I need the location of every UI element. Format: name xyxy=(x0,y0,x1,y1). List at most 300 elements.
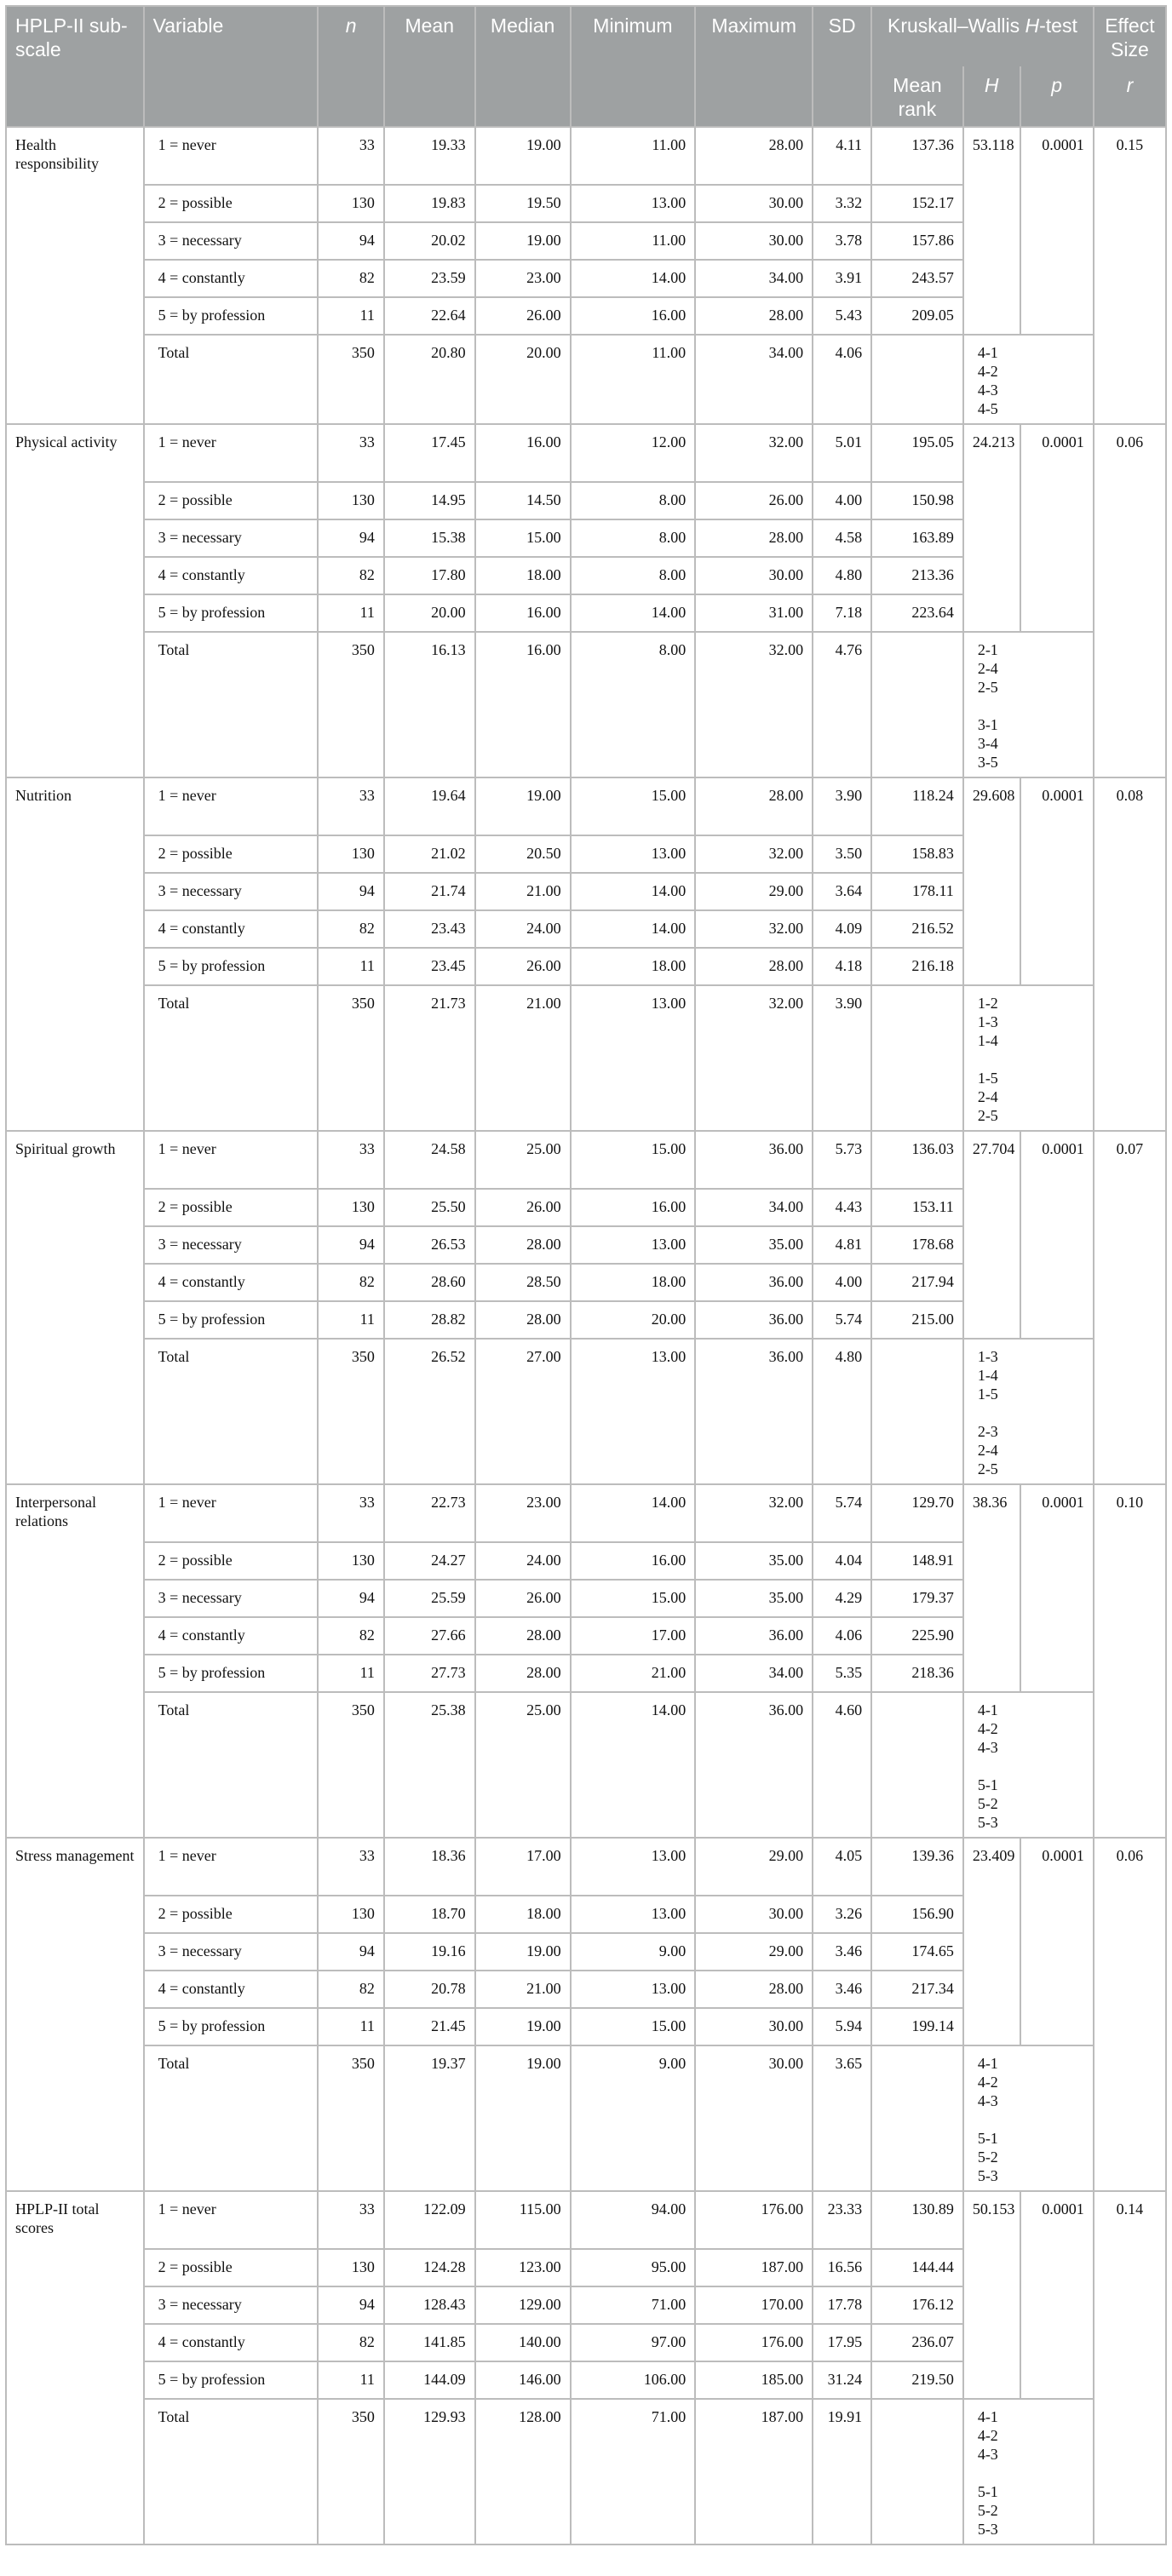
median-value: 16.00 xyxy=(475,632,571,777)
variable-label: 3 = necessary xyxy=(144,873,319,910)
minimum-value: 13.00 xyxy=(571,1226,696,1264)
sd-value: 4.05 xyxy=(813,1838,871,1896)
pair-item: 1-3 xyxy=(977,1348,998,1365)
variable-label: 1 = never xyxy=(144,2191,319,2249)
median-value: 123.00 xyxy=(475,2249,571,2286)
table-row xyxy=(6,424,1166,482)
minimum-value: 21.00 xyxy=(571,1655,696,1692)
minimum-value: 12.00 xyxy=(571,424,696,482)
minimum-value: 14.00 xyxy=(571,260,696,297)
total-row xyxy=(6,2399,1166,2544)
mean-rank-value: 158.83 xyxy=(871,835,963,873)
pair-item: 4-1 xyxy=(977,2055,998,2072)
mean-rank-value: 148.91 xyxy=(871,1542,963,1580)
maximum-value: 36.00 xyxy=(695,1131,813,1189)
mean-value: 21.02 xyxy=(384,835,475,873)
maximum-value: 30.00 xyxy=(695,185,813,222)
sd-value: 5.73 xyxy=(813,1131,871,1189)
n-value: 94 xyxy=(318,519,384,557)
minimum-value: 15.00 xyxy=(571,1131,696,1189)
p-value: 0.0001 xyxy=(1020,1838,1094,2045)
sd-value: 17.78 xyxy=(813,2286,871,2324)
variable-label: 3 = necessary xyxy=(144,519,319,557)
sd-value: 4.81 xyxy=(813,1226,871,1264)
n-value: 130 xyxy=(318,1542,384,1580)
pair-item: 4-2 xyxy=(977,2074,998,2091)
n-value: 350 xyxy=(318,632,384,777)
mean-value: 22.73 xyxy=(384,1484,475,1542)
maximum-value: 32.00 xyxy=(695,424,813,482)
maximum-value: 28.00 xyxy=(695,1971,813,2008)
median-value: 15.00 xyxy=(475,519,571,557)
median-value: 26.00 xyxy=(475,948,571,985)
mean-rank-value: 118.24 xyxy=(871,777,963,835)
mean-rank-empty xyxy=(871,985,963,1131)
total-row xyxy=(6,335,1166,424)
maximum-value: 29.00 xyxy=(695,1838,813,1896)
median-value: 19.00 xyxy=(475,2008,571,2045)
pair-item: 4-3 xyxy=(977,2446,998,2463)
maximum-value: 36.00 xyxy=(695,1692,813,1838)
table-row xyxy=(6,2191,1166,2249)
table-row xyxy=(6,1838,1166,1896)
n-value: 11 xyxy=(318,2361,384,2399)
minimum-value: 15.00 xyxy=(571,777,696,835)
pair-item: 5-1 xyxy=(977,1776,998,1793)
p-value: 0.0001 xyxy=(1020,777,1094,985)
mean-value: 17.80 xyxy=(384,557,475,594)
median-value: 25.00 xyxy=(475,1131,571,1189)
minimum-value: 94.00 xyxy=(571,2191,696,2249)
variable-label: 2 = possible xyxy=(144,185,319,222)
sd-value: 7.18 xyxy=(813,594,871,632)
mean-rank-empty xyxy=(871,2045,963,2191)
maximum-value: 30.00 xyxy=(695,2045,813,2191)
variable-label: 2 = possible xyxy=(144,835,319,873)
maximum-value: 187.00 xyxy=(695,2249,813,2286)
pair-item: 2-3 xyxy=(977,1423,998,1440)
mean-rank-value: 219.50 xyxy=(871,2361,963,2399)
mean-value: 24.27 xyxy=(384,1542,475,1580)
pair-item: 2-5 xyxy=(977,1460,998,1477)
minimum-value: 16.00 xyxy=(571,297,696,335)
header-h: H xyxy=(963,66,1020,127)
variable-label: 4 = constantly xyxy=(144,1264,319,1301)
mean-value: 128.43 xyxy=(384,2286,475,2324)
sd-value: 4.09 xyxy=(813,910,871,948)
effect-size-r: 0.06 xyxy=(1094,424,1166,777)
median-value: 26.00 xyxy=(475,1580,571,1617)
mean-rank-value: 225.90 xyxy=(871,1617,963,1655)
mean-rank-value: 217.94 xyxy=(871,1264,963,1301)
mean-value: 141.85 xyxy=(384,2324,475,2361)
pair-item: 4-2 xyxy=(977,1720,998,1737)
sd-value: 4.43 xyxy=(813,1189,871,1226)
median-value: 24.00 xyxy=(475,1542,571,1580)
mean-rank-value: 152.17 xyxy=(871,185,963,222)
variable-label: 3 = necessary xyxy=(144,1226,319,1264)
table-body xyxy=(6,127,1166,2544)
header-maximum: Maximum xyxy=(695,6,813,127)
maximum-value: 34.00 xyxy=(695,260,813,297)
header-r: r xyxy=(1094,66,1166,127)
median-value: 26.00 xyxy=(475,1189,571,1226)
n-value: 130 xyxy=(318,835,384,873)
header-median: Median xyxy=(475,6,571,127)
pair-item: 4-5 xyxy=(977,400,998,417)
mean-rank-value: 209.05 xyxy=(871,297,963,335)
subscale-name: Stress management xyxy=(6,1838,144,2191)
n-value: 11 xyxy=(318,948,384,985)
pair-item: 4-2 xyxy=(977,2427,998,2444)
maximum-value: 35.00 xyxy=(695,1542,813,1580)
mean-value: 19.83 xyxy=(384,185,475,222)
maximum-value: 28.00 xyxy=(695,297,813,335)
table-row xyxy=(6,127,1166,185)
n-value: 350 xyxy=(318,1339,384,1484)
variable-label: 5 = by profession xyxy=(144,1301,319,1339)
variable-label: 5 = by profession xyxy=(144,297,319,335)
mean-rank-empty xyxy=(871,1339,963,1484)
pair-item: 1-2 xyxy=(977,995,998,1012)
sd-value: 4.00 xyxy=(813,482,871,519)
header-kw-rest: -test xyxy=(1039,14,1077,37)
maximum-value: 29.00 xyxy=(695,1933,813,1971)
n-value: 94 xyxy=(318,1226,384,1264)
minimum-value: 13.00 xyxy=(571,1896,696,1933)
total-label: Total xyxy=(144,632,319,777)
variable-label: 1 = never xyxy=(144,1484,319,1542)
median-value: 115.00 xyxy=(475,2191,571,2249)
pair-item: 1-3 xyxy=(977,1013,998,1030)
n-value: 130 xyxy=(318,185,384,222)
mean-value: 25.50 xyxy=(384,1189,475,1226)
header-sd: SD xyxy=(813,6,871,127)
sd-value: 23.33 xyxy=(813,2191,871,2249)
mean-rank-value: 195.05 xyxy=(871,424,963,482)
mean-value: 23.45 xyxy=(384,948,475,985)
mean-value: 144.09 xyxy=(384,2361,475,2399)
minimum-value: 11.00 xyxy=(571,127,696,185)
sd-value: 17.95 xyxy=(813,2324,871,2361)
mean-value: 15.38 xyxy=(384,519,475,557)
pair-item: 2-1 xyxy=(977,641,998,658)
maximum-value: 36.00 xyxy=(695,1301,813,1339)
pair-item: 2-4 xyxy=(977,1088,998,1105)
h-statistic: 50.153 xyxy=(963,2191,1020,2399)
sd-value: 3.90 xyxy=(813,985,871,1131)
median-value: 128.00 xyxy=(475,2399,571,2544)
mean-value: 19.33 xyxy=(384,127,475,185)
maximum-value: 32.00 xyxy=(695,632,813,777)
sd-value: 3.50 xyxy=(813,835,871,873)
variable-label: 4 = constantly xyxy=(144,910,319,948)
maximum-value: 36.00 xyxy=(695,1339,813,1484)
median-value: 23.00 xyxy=(475,1484,571,1542)
n-value: 94 xyxy=(318,1933,384,1971)
median-value: 129.00 xyxy=(475,2286,571,2324)
maximum-value: 28.00 xyxy=(695,519,813,557)
n-value: 82 xyxy=(318,1264,384,1301)
pair-item: 4-3 xyxy=(977,382,998,399)
median-value: 19.50 xyxy=(475,185,571,222)
sd-value: 4.11 xyxy=(813,127,871,185)
median-value: 21.00 xyxy=(475,985,571,1131)
median-value: 28.00 xyxy=(475,1301,571,1339)
table-row xyxy=(6,1131,1166,1189)
total-label: Total xyxy=(144,1692,319,1838)
n-value: 33 xyxy=(318,2191,384,2249)
median-value: 16.00 xyxy=(475,594,571,632)
mean-rank-empty xyxy=(871,632,963,777)
header-mean: Mean xyxy=(384,6,475,127)
variable-label: 4 = constantly xyxy=(144,1617,319,1655)
maximum-value: 31.00 xyxy=(695,594,813,632)
n-value: 33 xyxy=(318,1131,384,1189)
h-statistic: 29.608 xyxy=(963,777,1020,985)
mean-rank-value: 236.07 xyxy=(871,2324,963,2361)
minimum-value: 13.00 xyxy=(571,1838,696,1896)
n-value: 82 xyxy=(318,1971,384,2008)
median-value: 24.00 xyxy=(475,910,571,948)
median-value: 27.00 xyxy=(475,1339,571,1484)
n-value: 130 xyxy=(318,1896,384,1933)
total-label: Total xyxy=(144,2045,319,2191)
minimum-value: 13.00 xyxy=(571,1339,696,1484)
n-value: 11 xyxy=(318,1655,384,1692)
pair-item: 3-5 xyxy=(977,754,998,771)
minimum-value: 106.00 xyxy=(571,2361,696,2399)
total-label: Total xyxy=(144,985,319,1131)
subscale-name: Health responsibility xyxy=(6,127,144,424)
variable-label: 3 = necessary xyxy=(144,222,319,260)
mean-rank-value: 216.18 xyxy=(871,948,963,985)
maximum-value: 187.00 xyxy=(695,2399,813,2544)
sd-value: 4.04 xyxy=(813,1542,871,1580)
mean-value: 18.36 xyxy=(384,1838,475,1896)
median-value: 28.00 xyxy=(475,1655,571,1692)
table-row xyxy=(6,1484,1166,1542)
median-value: 28.00 xyxy=(475,1226,571,1264)
minimum-value: 13.00 xyxy=(571,185,696,222)
maximum-value: 28.00 xyxy=(695,127,813,185)
h-statistic: 38.36 xyxy=(963,1484,1020,1692)
mean-rank-value: 215.00 xyxy=(871,1301,963,1339)
minimum-value: 15.00 xyxy=(571,2008,696,2045)
header-subscale: HPLP-II sub-scale xyxy=(6,6,144,127)
variable-label: 2 = possible xyxy=(144,1189,319,1226)
mean-value: 20.78 xyxy=(384,1971,475,2008)
minimum-value: 9.00 xyxy=(571,1933,696,1971)
variable-label: 1 = never xyxy=(144,777,319,835)
variable-label: 4 = constantly xyxy=(144,557,319,594)
minimum-value: 11.00 xyxy=(571,222,696,260)
variable-label: 1 = never xyxy=(144,1131,319,1189)
variable-label: 1 = never xyxy=(144,127,319,185)
pair-item: 5-2 xyxy=(977,2502,998,2519)
median-value: 16.00 xyxy=(475,424,571,482)
n-value: 82 xyxy=(318,260,384,297)
header-p: p xyxy=(1020,66,1094,127)
pair-item: 4-3 xyxy=(977,2092,998,2109)
pair-item: 2-5 xyxy=(977,1107,998,1124)
minimum-value: 18.00 xyxy=(571,948,696,985)
minimum-value: 17.00 xyxy=(571,1617,696,1655)
pair-item: 3-1 xyxy=(977,716,998,733)
sd-value: 4.29 xyxy=(813,1580,871,1617)
subscale-name: Interpersonal relations xyxy=(6,1484,144,1838)
pair-item: 4-1 xyxy=(977,1701,998,1718)
minimum-value: 95.00 xyxy=(571,2249,696,2286)
mean-rank-value: 217.34 xyxy=(871,1971,963,2008)
mean-rank-value: 179.37 xyxy=(871,1580,963,1617)
maximum-value: 28.00 xyxy=(695,948,813,985)
header-kw-name: Kruskall–Wallis xyxy=(888,14,1020,37)
mean-rank-empty xyxy=(871,2399,963,2544)
total-row xyxy=(6,985,1166,1131)
header-mean-rank: Mean rank xyxy=(871,66,963,127)
n-value: 350 xyxy=(318,335,384,424)
mean-rank-value: 178.11 xyxy=(871,873,963,910)
variable-label: 2 = possible xyxy=(144,482,319,519)
pairwise-comparisons xyxy=(963,1692,1094,1838)
n-value: 94 xyxy=(318,1580,384,1617)
p-value: 0.0001 xyxy=(1020,1484,1094,1692)
sd-value: 5.35 xyxy=(813,1655,871,1692)
minimum-value: 18.00 xyxy=(571,1264,696,1301)
mean-rank-value: 163.89 xyxy=(871,519,963,557)
mean-value: 27.66 xyxy=(384,1617,475,1655)
effect-size-r: 0.08 xyxy=(1094,777,1166,1131)
mean-value: 124.28 xyxy=(384,2249,475,2286)
median-value: 17.00 xyxy=(475,1838,571,1896)
median-value: 18.00 xyxy=(475,557,571,594)
minimum-value: 14.00 xyxy=(571,910,696,948)
pairwise-comparisons xyxy=(963,985,1094,1131)
effect-size-r: 0.06 xyxy=(1094,1838,1166,2191)
n-value: 33 xyxy=(318,424,384,482)
p-value: 0.0001 xyxy=(1020,127,1094,335)
pair-item: 2-4 xyxy=(977,1442,998,1459)
table-header xyxy=(6,6,1166,127)
n-value: 33 xyxy=(318,1484,384,1542)
maximum-value: 35.00 xyxy=(695,1226,813,1264)
maximum-value: 36.00 xyxy=(695,1617,813,1655)
variable-label: 2 = possible xyxy=(144,2249,319,2286)
pair-item: 4-2 xyxy=(977,363,998,380)
subscale-name: Physical activity xyxy=(6,424,144,777)
median-value: 20.50 xyxy=(475,835,571,873)
pair-item: 1-4 xyxy=(977,1367,998,1384)
total-row xyxy=(6,632,1166,777)
mean-value: 22.64 xyxy=(384,297,475,335)
variable-label: 2 = possible xyxy=(144,1542,319,1580)
mean-rank-empty xyxy=(871,335,963,424)
minimum-value: 14.00 xyxy=(571,594,696,632)
sd-value: 4.76 xyxy=(813,632,871,777)
sd-value: 4.58 xyxy=(813,519,871,557)
maximum-value: 176.00 xyxy=(695,2324,813,2361)
minimum-value: 71.00 xyxy=(571,2286,696,2324)
variable-label: 2 = possible xyxy=(144,1896,319,1933)
maximum-value: 29.00 xyxy=(695,873,813,910)
mean-value: 21.74 xyxy=(384,873,475,910)
total-row xyxy=(6,1692,1166,1838)
header-kruskal-wallis xyxy=(871,6,1094,66)
mean-rank-value: 213.36 xyxy=(871,557,963,594)
maximum-value: 34.00 xyxy=(695,1189,813,1226)
sd-value: 4.60 xyxy=(813,1692,871,1838)
sd-value: 4.06 xyxy=(813,335,871,424)
sd-value: 3.46 xyxy=(813,1933,871,1971)
pair-item: 5-1 xyxy=(977,2130,998,2147)
minimum-value: 97.00 xyxy=(571,2324,696,2361)
pair-item: 1-5 xyxy=(977,1386,998,1403)
mean-value: 24.58 xyxy=(384,1131,475,1189)
pair-item: 3-4 xyxy=(977,735,998,752)
mean-rank-value: 139.36 xyxy=(871,1838,963,1896)
sd-value: 5.94 xyxy=(813,2008,871,2045)
mean-value: 26.53 xyxy=(384,1226,475,1264)
pair-item: 2-5 xyxy=(977,679,998,696)
maximum-value: 32.00 xyxy=(695,985,813,1131)
p-value: 0.0001 xyxy=(1020,1131,1094,1339)
subscale-name: Nutrition xyxy=(6,777,144,1131)
mean-rank-value: 156.90 xyxy=(871,1896,963,1933)
subscale-name: Spiritual growth xyxy=(6,1131,144,1484)
minimum-value: 8.00 xyxy=(571,519,696,557)
effect-size-r: 0.14 xyxy=(1094,2191,1166,2544)
mean-value: 16.13 xyxy=(384,632,475,777)
n-value: 350 xyxy=(318,2045,384,2191)
n-value: 130 xyxy=(318,482,384,519)
variable-label: 5 = by profession xyxy=(144,2361,319,2399)
minimum-value: 14.00 xyxy=(571,1692,696,1838)
n-value: 94 xyxy=(318,2286,384,2324)
mean-value: 21.45 xyxy=(384,2008,475,2045)
sd-value: 19.91 xyxy=(813,2399,871,2544)
effect-size-r: 0.07 xyxy=(1094,1131,1166,1484)
n-value: 11 xyxy=(318,297,384,335)
median-value: 23.00 xyxy=(475,260,571,297)
median-value: 19.00 xyxy=(475,2045,571,2191)
minimum-value: 8.00 xyxy=(571,557,696,594)
pairwise-comparisons xyxy=(963,2399,1094,2544)
mean-rank-value: 157.86 xyxy=(871,222,963,260)
sd-value: 5.74 xyxy=(813,1484,871,1542)
n-value: 94 xyxy=(318,222,384,260)
n-value: 82 xyxy=(318,910,384,948)
sd-value: 3.26 xyxy=(813,1896,871,1933)
n-value: 130 xyxy=(318,2249,384,2286)
mean-value: 20.80 xyxy=(384,335,475,424)
effect-size-r: 0.10 xyxy=(1094,1484,1166,1838)
mean-value: 14.95 xyxy=(384,482,475,519)
pair-item: 4-1 xyxy=(977,2408,998,2425)
mean-value: 19.16 xyxy=(384,1933,475,1971)
total-label: Total xyxy=(144,2399,319,2544)
sd-value: 4.18 xyxy=(813,948,871,985)
h-statistic: 53.118 xyxy=(963,127,1020,335)
mean-rank-value: 129.70 xyxy=(871,1484,963,1542)
mean-value: 27.73 xyxy=(384,1655,475,1692)
variable-label: 4 = constantly xyxy=(144,1971,319,2008)
median-value: 19.00 xyxy=(475,127,571,185)
total-row xyxy=(6,2045,1166,2191)
sd-value: 3.91 xyxy=(813,260,871,297)
median-value: 19.00 xyxy=(475,222,571,260)
minimum-value: 14.00 xyxy=(571,873,696,910)
